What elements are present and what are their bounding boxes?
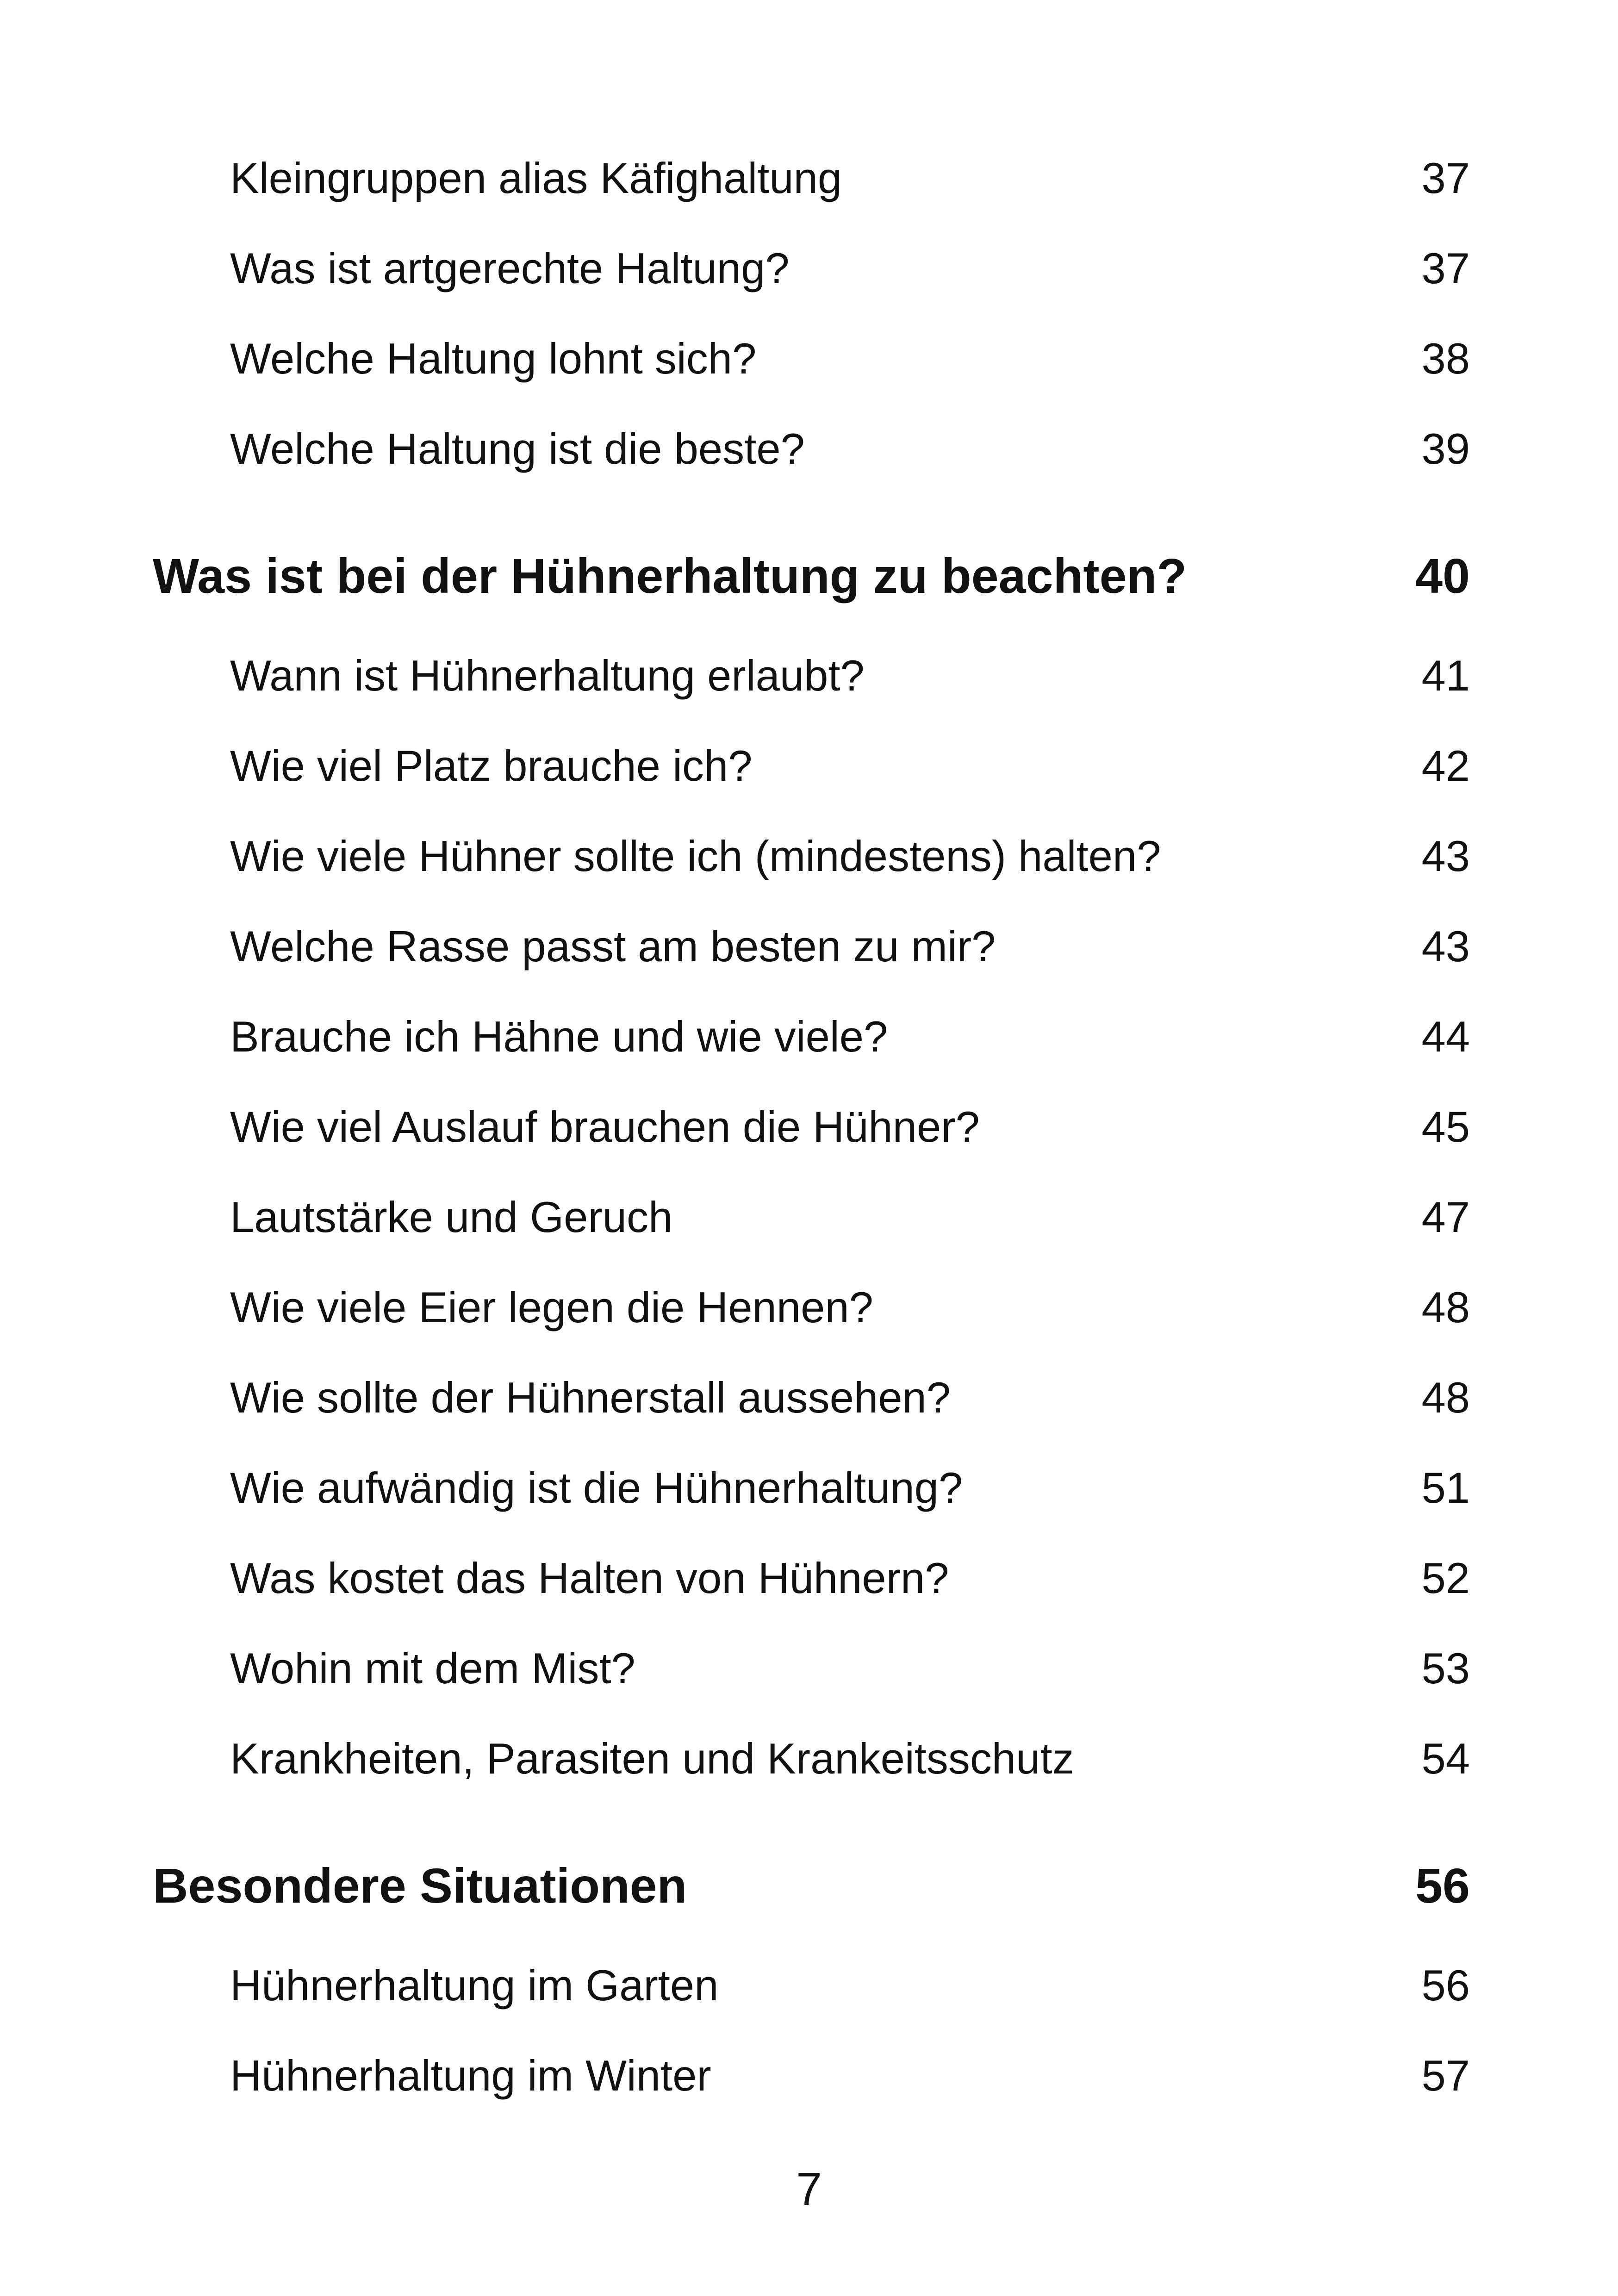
toc-entry-title: Wie aufwändig ist die Hühnerhaltung? <box>230 1463 963 1512</box>
toc-entry-title: Wohin mit dem Mist? <box>230 1644 635 1692</box>
toc-entry-page: 42 <box>1421 741 1470 790</box>
toc-entry <box>0 643 1618 708</box>
toc-entry-title: Wie viel Auslauf brauchen die Hühner? <box>230 1102 980 1151</box>
toc-entry <box>0 236 1618 301</box>
toc-entry-page: 37 <box>1421 244 1470 292</box>
toc-entry <box>0 1726 1618 1791</box>
toc-entry <box>0 1546 1618 1611</box>
toc-entry-page: 54 <box>1421 1734 1470 1783</box>
toc-entry <box>0 734 1618 798</box>
toc-entry <box>0 1456 1618 1520</box>
toc-entry-page: 53 <box>1421 1644 1470 1692</box>
toc-entry <box>0 2043 1618 2108</box>
toc-entry-page: 57 <box>1421 2051 1470 2100</box>
toc-entry-title: Hühnerhaltung im Garten <box>230 1961 719 2010</box>
toc-entry-page: 56 <box>1421 1961 1470 2010</box>
toc-entry-title: Welche Haltung ist die beste? <box>230 424 805 473</box>
toc-entry-page: 43 <box>1421 922 1470 971</box>
toc-entry <box>0 1953 1618 2018</box>
toc-entry <box>0 146 1618 211</box>
toc-entry <box>0 326 1618 391</box>
toc-entry <box>0 1365 1618 1430</box>
toc-entry-page: 41 <box>1421 651 1470 700</box>
toc-entry-page: 51 <box>1421 1463 1470 1512</box>
toc-entry-page: 47 <box>1421 1193 1470 1241</box>
toc-entry-title: Welche Haltung lohnt sich? <box>230 334 757 383</box>
toc-entry-title: Was ist artgerechte Haltung? <box>230 244 790 292</box>
toc-entry <box>0 914 1618 979</box>
toc-chapter-page: 56 <box>1415 1859 1470 1913</box>
toc-chapter-heading <box>0 1854 1618 1918</box>
toc-entry-page: 48 <box>1421 1373 1470 1422</box>
page-number: 7 <box>796 2163 822 2215</box>
toc-entry-page: 39 <box>1421 424 1470 473</box>
toc-entry-page: 38 <box>1421 334 1470 383</box>
toc-entry <box>0 824 1618 889</box>
toc-entry-page: 37 <box>1421 154 1470 202</box>
toc-entry-title: Wie viele Eier legen die Hennen? <box>230 1283 873 1332</box>
toc-entry-title: Wie viel Platz brauche ich? <box>230 741 753 790</box>
toc-entry-page: 43 <box>1421 832 1470 880</box>
toc-entry <box>0 417 1618 481</box>
toc-chapter-heading <box>0 544 1618 609</box>
toc-chapter-title: Was ist bei der Hühnerhaltung zu beachten? <box>153 549 1187 604</box>
toc-entry <box>0 1095 1618 1159</box>
toc-entry-page: 48 <box>1421 1283 1470 1332</box>
toc-entry-title: Krankheiten, Parasiten und Krankeitsschutz <box>230 1734 1074 1783</box>
toc-entry-title: Wie viele Hühner sollte ich (mindestens) halten? <box>230 832 1161 880</box>
toc-entry-page: 52 <box>1421 1554 1470 1602</box>
toc-entry-title: Hühnerhaltung im Winter <box>230 2051 711 2100</box>
toc-entry-title: Lautstärke und Geruch <box>230 1193 673 1241</box>
toc-chapter-page: 40 <box>1415 549 1470 604</box>
toc-entry-page: 44 <box>1421 1012 1470 1061</box>
toc-entry <box>0 1275 1618 1340</box>
toc-entry-title: Kleingruppen alias Käfighaltung <box>230 154 842 202</box>
toc-chapter-title: Besondere Situationen <box>153 1859 687 1913</box>
toc-entry-title: Wie sollte der Hühnerstall aussehen? <box>230 1373 951 1422</box>
toc-entry-title: Wann ist Hühnerhaltung erlaubt? <box>230 651 865 700</box>
toc-entry <box>0 1004 1618 1069</box>
toc-entry-title: Was kostet das Halten von Hühnern? <box>230 1554 949 1602</box>
toc-entry <box>0 1185 1618 1250</box>
toc-entry-page: 45 <box>1421 1102 1470 1151</box>
toc-entry <box>0 1636 1618 1701</box>
toc-entry-title: Brauche ich Hähne und wie viele? <box>230 1012 888 1061</box>
toc-entry-title: Welche Rasse passt am besten zu mir? <box>230 922 996 971</box>
